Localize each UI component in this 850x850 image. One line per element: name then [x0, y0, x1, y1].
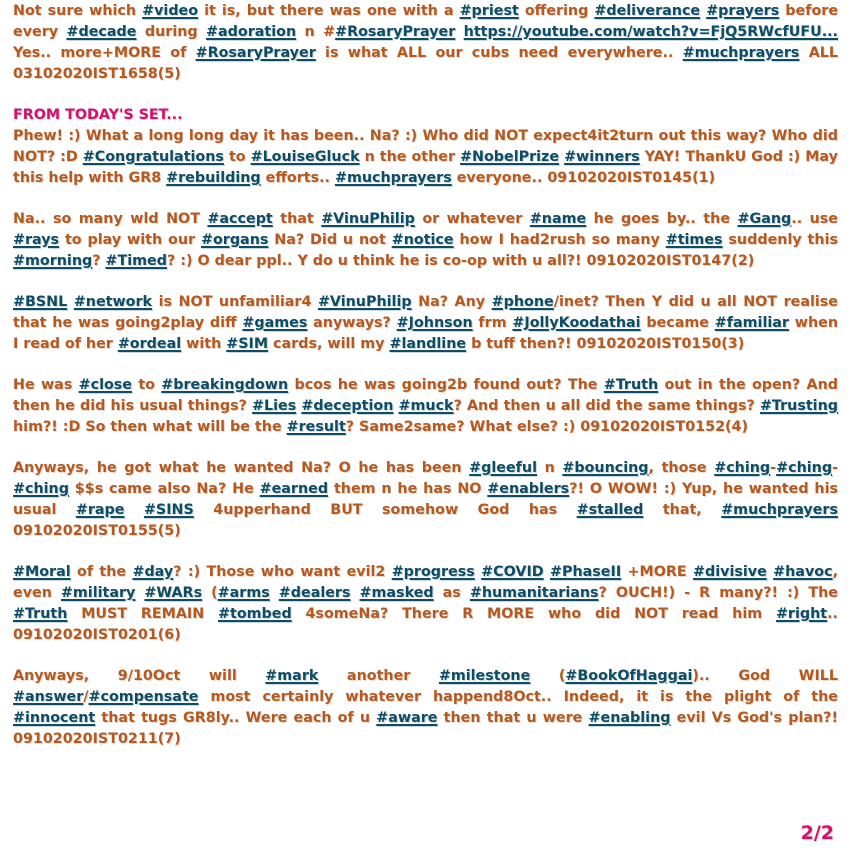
hashtag-link[interactable]: #Gang — [737, 211, 792, 227]
body-text: as — [433, 585, 470, 601]
body-text: it is, but there was one with a — [198, 3, 460, 19]
hashtag-link[interactable]: #progress — [391, 564, 475, 580]
hashtag-link[interactable]: #RosaryPrayer — [195, 45, 316, 61]
hashtag-link[interactable]: #ching — [714, 460, 771, 476]
hashtag-link[interactable]: #day — [132, 564, 174, 580]
body-text: frm — [472, 315, 513, 331]
hashtag-link[interactable]: #RosaryPrayer — [335, 24, 456, 40]
body-text: became — [640, 315, 715, 331]
body-text: +MORE — [621, 564, 694, 580]
body-text: to — [132, 377, 162, 393]
hashtag-link[interactable]: #ching — [13, 481, 69, 497]
hashtag-link[interactable]: #humanitarians — [469, 585, 599, 601]
body-text: to — [223, 149, 251, 165]
hashtag-link[interactable]: #divisive — [693, 564, 767, 580]
body-text: offering — [518, 3, 595, 19]
body-text: , those — [648, 460, 715, 476]
body-text: him?! :D So then what will be the — [13, 419, 287, 435]
body-text: suddenly this — [722, 232, 838, 248]
hashtag-link[interactable]: #notice — [391, 232, 454, 248]
body-text: evil Vs God's plan?! 09102020IST0211(7) — [13, 710, 838, 747]
hashtag-link[interactable]: #deliverance — [594, 3, 701, 19]
hashtag-link[interactable]: #PhaseII — [550, 564, 622, 580]
hashtag-link[interactable]: #masked — [359, 585, 434, 601]
body-text: / — [83, 689, 89, 705]
hashtag-link[interactable]: #familiar — [714, 315, 789, 331]
body-text: ( — [530, 668, 566, 684]
hashtag-link[interactable]: #name — [529, 211, 587, 227]
post-paragraph — [13, 292, 838, 355]
body-text: Not sure which — [13, 3, 143, 19]
body-text: Anyways, he got what he wanted Na? O he has been — [13, 460, 470, 476]
hashtag-link[interactable]: #stalled — [576, 502, 644, 518]
hashtag-link[interactable]: #enabling — [588, 710, 671, 726]
hashtag-link[interactable]: #video — [142, 3, 199, 19]
hashtag-link[interactable]: #accept — [207, 211, 273, 227]
body-text: he goes by.. the — [586, 211, 738, 227]
hashtag-link[interactable]: #dealers — [278, 585, 351, 601]
hashtag-link[interactable]: #muck — [398, 398, 454, 414]
body-text: out in the open? And then he did his usual things? — [13, 377, 838, 414]
body-text: ).. God WILL — [692, 668, 838, 684]
body-text: ? OUCH!) - R many?! :) The — [598, 585, 838, 601]
hashtag-link[interactable]: #LouiseGluck — [250, 149, 360, 165]
hashtag-link[interactable]: #rays — [13, 232, 60, 248]
hashtag-link[interactable]: #ordeal — [117, 336, 182, 352]
body-text — [124, 502, 143, 518]
hashtag-link[interactable]: #times — [665, 232, 723, 248]
hashtag-link[interactable]: #rape — [75, 502, 125, 518]
hashtag-link[interactable]: #Lies — [252, 398, 297, 414]
hashtag-link[interactable]: #aware — [376, 710, 438, 726]
hashtag-link[interactable]: #deception — [301, 398, 394, 414]
body-text: before every — [13, 3, 839, 40]
hashtag-link[interactable]: #decade — [66, 24, 137, 40]
body-text: is what ALL our cubs need everywhere.. — [315, 45, 683, 61]
body-text: ? Same2same? What else? :) 09102020IST0152(4) — [345, 419, 749, 435]
hashtag-link[interactable]: #muchprayers — [334, 170, 452, 186]
hashtag-link[interactable]: #enablers — [487, 481, 570, 497]
hashtag-link[interactable]: #NobelPrize — [460, 149, 560, 165]
body-text: ?! O WOW! :) Yup, he wanted his usual — [13, 481, 838, 518]
body-text: or whatever — [414, 211, 530, 227]
body-text: then that u were — [437, 710, 589, 726]
hashtag-link[interactable]: #Trusting — [759, 398, 838, 414]
hashtag-link[interactable]: #answer — [13, 689, 84, 705]
body-text: that tugs GR8ly.. Were each of u — [95, 710, 377, 726]
hashtag-link[interactable]: #ching — [776, 460, 833, 476]
body-text: ALL 03102020IST1658(5) — [13, 45, 838, 82]
body-text: during — [136, 24, 207, 40]
hashtag-link[interactable]: #VinuPhilip — [321, 211, 415, 227]
hashtag-link[interactable]: #games — [242, 315, 308, 331]
page-number: 2/2 — [800, 822, 834, 844]
body-text: 09102020IST0155(5) — [13, 523, 181, 539]
body-text: them n he has NO — [328, 481, 488, 497]
hashtag-link[interactable]: #VinuPhilip — [317, 294, 412, 310]
hashtag-link[interactable]: #mark — [265, 668, 319, 684]
section-heading: FROM TODAY'S SET... — [13, 107, 183, 123]
body-text: ( — [202, 585, 218, 601]
body-text: another — [318, 668, 439, 684]
hashtag-link[interactable]: #priest — [459, 3, 519, 19]
body-text: n — [536, 460, 563, 476]
body-text: n # — [296, 24, 336, 40]
body-text: - — [770, 460, 777, 476]
hashtag-link[interactable]: #Moral — [13, 564, 71, 580]
body-text: n the other — [359, 149, 461, 165]
hashtag-link[interactable]: #COVID — [481, 564, 544, 580]
youtube-link[interactable]: https://youtube.com/watch?v=FjQ5RWcfUFU... — [463, 24, 838, 40]
post-paragraph — [13, 562, 838, 646]
post-paragraph — [13, 209, 838, 272]
body-text: Na? Did u not — [268, 232, 392, 248]
body-text: $$s came also Na? He — [68, 481, 260, 497]
body-text: /inet? Then Y did u all NOT realise that he was going2play diff — [13, 294, 838, 331]
body-text: b tuff then?! 09102020IST0150(3) — [466, 336, 745, 352]
hashtag-link[interactable]: #SINS — [143, 502, 194, 518]
body-text: to play with our — [59, 232, 201, 248]
body-text — [455, 24, 463, 40]
body-text: MUST REMAIN — [67, 606, 218, 622]
hashtag-link[interactable]: #BSNL — [13, 294, 68, 310]
hashtag-link[interactable]: #morning — [13, 253, 93, 269]
post-paragraph — [13, 375, 838, 438]
hashtag-link[interactable]: #tombed — [218, 606, 292, 622]
hashtag-link[interactable]: #gleeful — [469, 460, 537, 476]
hashtag-link[interactable]: #Congratulations — [82, 149, 224, 165]
hashtag-link[interactable]: #organs — [200, 232, 269, 248]
body-text: Anyways, 9/10Oct will — [13, 668, 266, 684]
body-text: YAY! ThankU God :) May this help with GR8 — [13, 149, 838, 186]
post-paragraph — [13, 126, 838, 189]
body-text: when I read of her — [13, 315, 839, 352]
body-text: He was — [13, 377, 79, 393]
post-body — [13, 1, 838, 750]
hashtag-link[interactable]: #SIM — [226, 336, 269, 352]
body-text: ? And then u all did the same things? — [453, 398, 760, 414]
hashtag-link[interactable]: #bouncing — [562, 460, 649, 476]
hashtag-link[interactable]: #breakingdown — [161, 377, 289, 393]
body-text: cards, will my — [268, 336, 390, 352]
body-text: ? :) O dear ppl.. Y do u think he is co-op with u all?! 09102020IST0147(2) — [167, 253, 755, 269]
hashtag-link[interactable]: #rebuilding — [166, 170, 261, 186]
hashtag-link[interactable]: #winners — [564, 149, 640, 165]
body-text: - — [832, 460, 838, 476]
hashtag-link[interactable]: #close — [78, 377, 133, 393]
post-paragraph — [13, 1, 838, 85]
hashtag-link[interactable]: #result — [286, 419, 346, 435]
hashtag-link[interactable]: #muchprayers — [682, 45, 800, 61]
body-text: ? — [92, 253, 106, 269]
body-text: bcos he was going2b found out? The — [288, 377, 604, 393]
hashtag-link[interactable]: #JollyKoodathai — [512, 315, 641, 331]
hashtag-link[interactable]: #milestone — [438, 668, 531, 684]
body-text: efforts.. — [260, 170, 335, 186]
body-text: that, — [643, 502, 722, 518]
body-text: of the — [70, 564, 133, 580]
body-text: Phew! :) What a long long day it has been.. Na? :) Who did NOT expect4it2turn out this way? Who did NOT? :D — [13, 128, 838, 165]
hashtag-link[interactable]: #havoc — [773, 564, 833, 580]
hashtag-link[interactable]: #landline — [389, 336, 467, 352]
body-text: 4upperhand BUT somehow God has — [193, 502, 577, 518]
body-text: how I had2rush so many — [453, 232, 666, 248]
body-text: is NOT unfamiliar4 — [152, 294, 318, 310]
body-text — [351, 585, 360, 601]
hashtag-link[interactable]: #compensate — [88, 689, 199, 705]
hashtag-link[interactable]: #network — [73, 294, 153, 310]
hashtag-link[interactable]: #Timed — [105, 253, 167, 269]
body-text: 4someNa? There R MORE who did NOT read him — [291, 606, 776, 622]
body-text: with — [181, 336, 227, 352]
hashtag-link[interactable]: #arms — [217, 585, 270, 601]
hashtag-link[interactable]: #innocent — [13, 710, 96, 726]
hashtag-link[interactable]: #prayers — [706, 3, 780, 19]
hashtag-link[interactable]: #adoration — [206, 24, 297, 40]
body-text: anyways? — [307, 315, 397, 331]
hashtag-link[interactable]: #Truth — [603, 377, 659, 393]
body-text: , even — [13, 564, 838, 601]
body-text — [270, 585, 279, 601]
hashtag-link[interactable]: #right — [775, 606, 828, 622]
body-text: Na? Any — [411, 294, 492, 310]
body-text: everyone.. 09102020IST0145(1) — [451, 170, 716, 186]
body-text: ? :) Those who want evil2 — [173, 564, 392, 580]
hashtag-link[interactable]: #muchprayers — [721, 502, 838, 518]
hashtag-link[interactable]: #Truth — [13, 606, 68, 622]
hashtag-link[interactable]: #military — [60, 585, 136, 601]
hashtag-link[interactable]: #phone — [491, 294, 554, 310]
post-paragraph — [13, 666, 838, 750]
body-text: .. 09102020IST0201(6) — [13, 606, 838, 643]
hashtag-link[interactable]: #BookOfHaggai — [565, 668, 693, 684]
hashtag-link[interactable]: #WARs — [144, 585, 203, 601]
body-text: Na.. so many wld NOT — [13, 211, 208, 227]
body-text: Yes.. more+MORE of — [13, 45, 196, 61]
hashtag-link[interactable]: #earned — [259, 481, 329, 497]
body-text: most certainly whatever happend8Oct.. Indeed, it is the plight of the — [198, 689, 838, 705]
body-text: .. use — [791, 211, 838, 227]
hashtag-link[interactable]: #Johnson — [396, 315, 473, 331]
body-text: that — [272, 211, 322, 227]
post-paragraph — [13, 458, 838, 542]
